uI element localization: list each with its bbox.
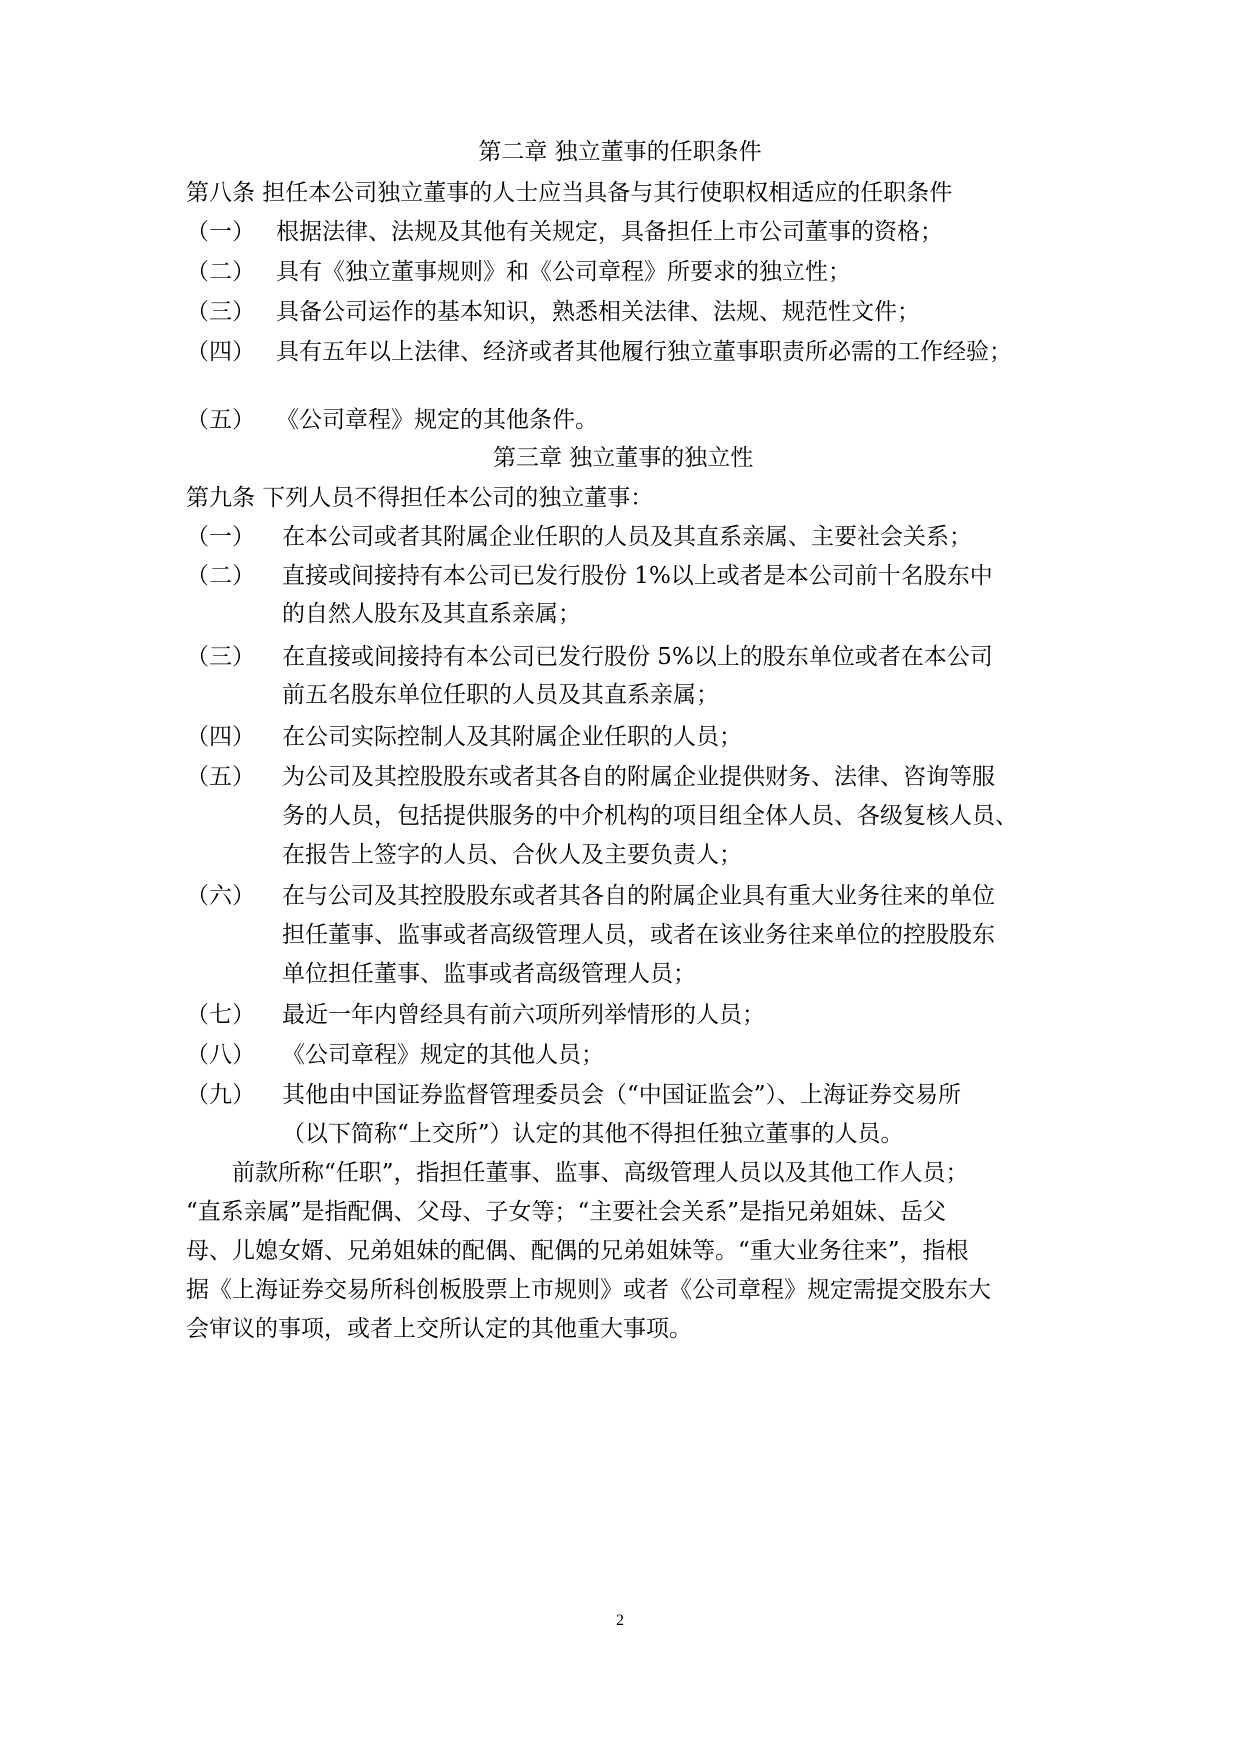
paragraph-line-1: 前款所称“任职”，指担任董事、监事、高级管理人员以及其他工作人员； [232, 1160, 969, 1186]
c3-item-9-line-2: （以下简称“上交所”）认定的其他不得担任独立董事的人员。 [282, 1121, 904, 1147]
c3-item-1-marker: （一） [186, 524, 255, 550]
paragraph-line-5: 会审议的事项，或者上交所认定的其他重大事项。 [186, 1316, 692, 1342]
chapter-2-title: 第二章 独立董事的任职条件 [478, 139, 762, 165]
c3-item-2-line-1: 直接或间接持有本公司已发行股份 1%以上或者是本公司前十名股东中 [282, 563, 993, 589]
c2-item-4-marker: （四） [186, 339, 255, 365]
article-8: 第八条 担任本公司独立董事的人士应当具备与其行使职权相适应的任职条件 [186, 180, 953, 206]
c3-item-6-line-2: 担任董事、监事或者高级管理人员，或者在该业务往来单位的控股股东 [282, 922, 995, 948]
c3-item-8-line-1: 《公司章程》规定的其他人员； [282, 1042, 604, 1068]
c3-item-5-line-3: 在报告上签字的人员、合伙人及主要负责人； [282, 842, 742, 868]
c2-item-5-marker: （五） [186, 407, 255, 433]
page-number: 2 [616, 1612, 624, 1629]
c2-item-3-text: 具备公司运作的基本知识，熟悉相关法律、法规、规范性文件； [276, 299, 920, 325]
c3-item-3-line-1: 在直接或间接持有本公司已发行股份 5%以上的股东单位或者在本公司 [282, 644, 993, 670]
c3-item-1-line-1: 在本公司或者其附属企业任职的人员及其直系亲属、主要社会关系； [282, 524, 972, 550]
c2-item-1-marker: （一） [186, 219, 255, 245]
c3-item-5-marker: （五） [186, 764, 255, 790]
c3-item-6-line-1: 在与公司及其控股股东或者其各自的附属企业具有重大业务往来的单位 [282, 883, 995, 909]
article-9: 第九条 下列人员不得担任本公司的独立董事： [186, 485, 654, 511]
c3-item-2-marker: （二） [186, 563, 255, 589]
paragraph-line-4: 据《上海证券交易所科创板股票上市规则》或者《公司章程》规定需提交股东大 [186, 1277, 991, 1303]
c2-item-5-text: 《公司章程》规定的其他条件。 [276, 407, 598, 433]
c2-item-2-marker: （二） [186, 259, 255, 285]
c3-item-9-marker: （九） [186, 1082, 255, 1108]
c3-item-4-line-1: 在公司实际控制人及其附属企业任职的人员； [282, 724, 742, 750]
c3-item-7-line-1: 最近一年内曾经具有前六项所列举情形的人员； [282, 1002, 765, 1028]
c3-item-2-line-2: 的自然人股东及其直系亲属； [282, 601, 581, 627]
c3-item-5-line-2: 务的人员，包括提供服务的中介机构的项目组全体人员、各级复核人员、 [282, 803, 1018, 829]
c3-item-6-line-3: 单位担任董事、监事或者高级管理人员； [282, 961, 696, 987]
c3-item-7-marker: （七） [186, 1002, 255, 1028]
c3-item-8-marker: （八） [186, 1042, 255, 1068]
c2-item-4-text: 具有五年以上法律、经济或者其他履行独立董事职责所必需的工作经验； [276, 339, 1012, 365]
c3-item-9-line-1: 其他由中国证券监督管理委员会（“中国证监会”）、上海证券交易所 [282, 1082, 962, 1108]
c2-item-1-text: 根据法律、法规及其他有关规定，具备担任上市公司董事的资格； [276, 219, 943, 245]
chapter-3-title: 第三章 独立董事的独立性 [493, 445, 754, 471]
c2-item-3-marker: （三） [186, 299, 255, 325]
c3-item-3-marker: （三） [186, 644, 255, 670]
c3-item-4-marker: （四） [186, 724, 255, 750]
paragraph-line-2: “直系亲属”是指配偶、父母、子女等；“主要社会关系”是指兄弟姐妹、岳父 [186, 1199, 947, 1225]
c3-item-5-line-1: 为公司及其控股股东或者其各自的附属企业提供财务、法律、咨询等服 [282, 764, 995, 790]
c3-item-3-line-2: 前五名股东单位任职的人员及其直系亲属； [282, 682, 719, 708]
c2-item-2-text: 具有《独立董事规则》和《公司章程》所要求的独立性； [276, 259, 851, 285]
c3-item-6-marker: （六） [186, 883, 255, 909]
paragraph-line-3: 母、儿媳女婿、兄弟姐妹的配偶、配偶的兄弟姐妹等。“重大业务往来”，指根 [186, 1238, 969, 1264]
